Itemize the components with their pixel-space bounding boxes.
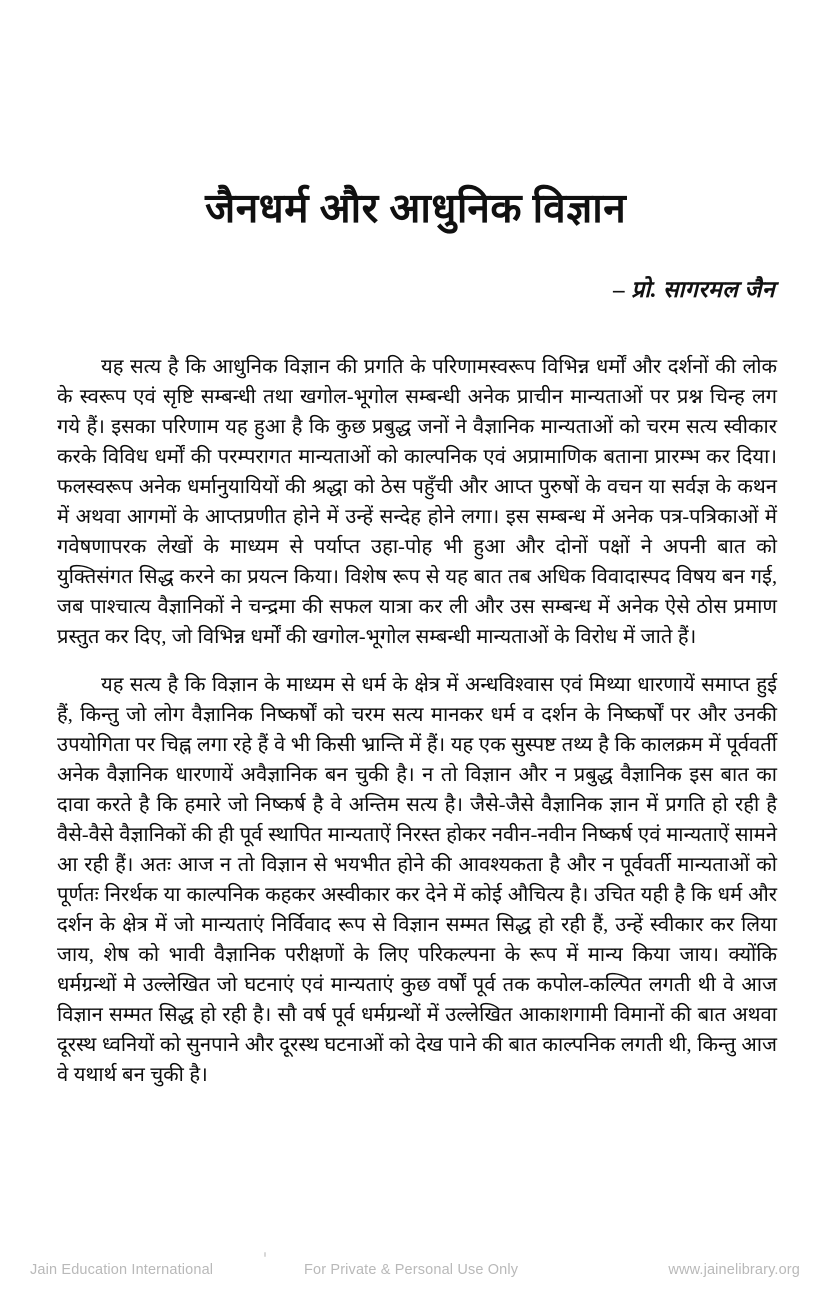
article-body (57, 352, 777, 1090)
author-byline: – प्रो. सागरमल जैन (613, 277, 775, 302)
footer-website-link[interactable]: www.jainelibrary.org (668, 1262, 800, 1278)
footer-organization: Jain Education International (30, 1262, 214, 1278)
page-footer (0, 1258, 828, 1282)
page-title: जैनधर्म और आधुनिक विज्ञान (205, 185, 627, 231)
title-block (57, 186, 775, 232)
scan-artifact-speck (264, 1252, 266, 1257)
footer-usage-notice: For Private & Personal Use Only (304, 1262, 519, 1278)
body-paragraph: यह सत्य है कि आधुनिक विज्ञान की प्रगति के परिणामस्वरूप विभिन्न धर्मों और दर्शनों की लोक के स्वरूप एवं सृष्टि सम्बन्धी तथा खगोल-भूगोल सम्बन्धी अनेक प्राचीन मान्यताओं पर प्रश्न चिन्ह लग गये हैं। इसका परिणाम यह हुआ है कि कुछ प्रबुद्ध जनों ने वैज्ञानिक मान्यताओं को चरम सत्य स्वीकार करके विविध धर्मों की परम्परागत मान्यताओं को काल्पनिक एवं अप्रामाणिक बताना प्रारम्भ कर दिया। फलस्वरूप अनेक धर्मानुयायियों की श्रद्धा को ठेस पहुँची और आप्त पुरुषों के वचन या सर्वज्ञ के कथन में अथवा आगमों के आप्तप्रणीत होने में उन्हें सन्देह होने लगा। इस सम्बन्ध में अनेक पत्र-पत्रिकाओं में गवेषणापरक लेखों के माध्यम से पर्याप्त उहा-पोह भी हुआ और दोनों पक्षों ने अपनी बात को युक्तिसंगत सिद्ध करने का प्रयत्न किया। विशेष रूप से यह बात तब अधिक विवादास्पद विषय बन गई, जब पाश्चात्य वैज्ञानिकों ने चन्द्रमा की सफल यात्रा कर ली और उस सम्बन्ध में अनेक ऐसे ठोस प्रमाण प्रस्तुत कर दिए, जो विभिन्न धर्मों की खगोल-भूगोल सम्बन्धी मान्यताओं के विरोध में जाते हैं। (57, 356, 777, 648)
byline-block (57, 272, 779, 304)
body-paragraph: यह सत्य है कि विज्ञान के माध्यम से धर्म के क्षेत्र में अन्धविश्वास एवं मिथ्या धारणायें समाप्त हुई हैं, किन्तु जो लोग वैज्ञानिक निष्कर्षों को चरम सत्य मानकर धर्म व दर्शन के निष्कर्षों पर और उनकी उपयोगिता पर चिह्न लगा रहे हैं वे भी किसी भ्रान्ति में हैं। यह एक सुस्पष्ट तथ्य है कि कालक्रम में पूर्ववर्ती अनेक वैज्ञानिक धारणायें अवैज्ञानिक बन चुकी है। न तो विज्ञान और न प्रबुद्ध वैज्ञानिक इस बात का दावा करते है कि हमारे जो निष्कर्ष है वे अन्तिम सत्य है। जैसे-जैसे वैज्ञानिक ज्ञान में प्रगति हो रही है वैसे-वैसे वैज्ञानिकों की ही पूर्व स्थापित मान्यताऐं निरस्त होकर नवीन-नवीन निष्कर्ष एवं मान्यताऐं सामने आ रही हैं। अतः आज न तो विज्ञान से भयभीत होने की आवश्यकता है और न पूर्ववर्ती मान्यताओं को पूर्णतः निरर्थक या काल्पनिक कहकर अस्वीकार कर देने में कोई औचित्य है। उचित यही है कि धर्म और दर्शन के क्षेत्र में जो मान्यताएं निर्विवाद रूप से विज्ञान सम्मत सिद्ध हो रही हैं, उन्हें स्वीकार कर लिया जाय, शेष को भावी वैज्ञानिक परीक्षणों के लिए परिकल्पना के रूप में मान्य किया जाय। क्योंकि धर्मग्रन्थों मे उल्लेखित जो घटनाएं एवं मान्यताएं कुछ वर्षों पूर्व तक कपोल-कल्पित लगती थी वे आज विज्ञान सम्मत सिद्ध हो रही है। सौ वर्ष पूर्व धर्मग्रन्थों में उल्लेखित आकाशगामी विमानों की बात अथवा दूरस्थ ध्वनियों को सुनपाने और दूरस्थ घटनाओं को देख पाने की बात काल्पनिक लगती थी, किन्तु आज वे यथार्थ बन चुकी है। (57, 674, 777, 1086)
